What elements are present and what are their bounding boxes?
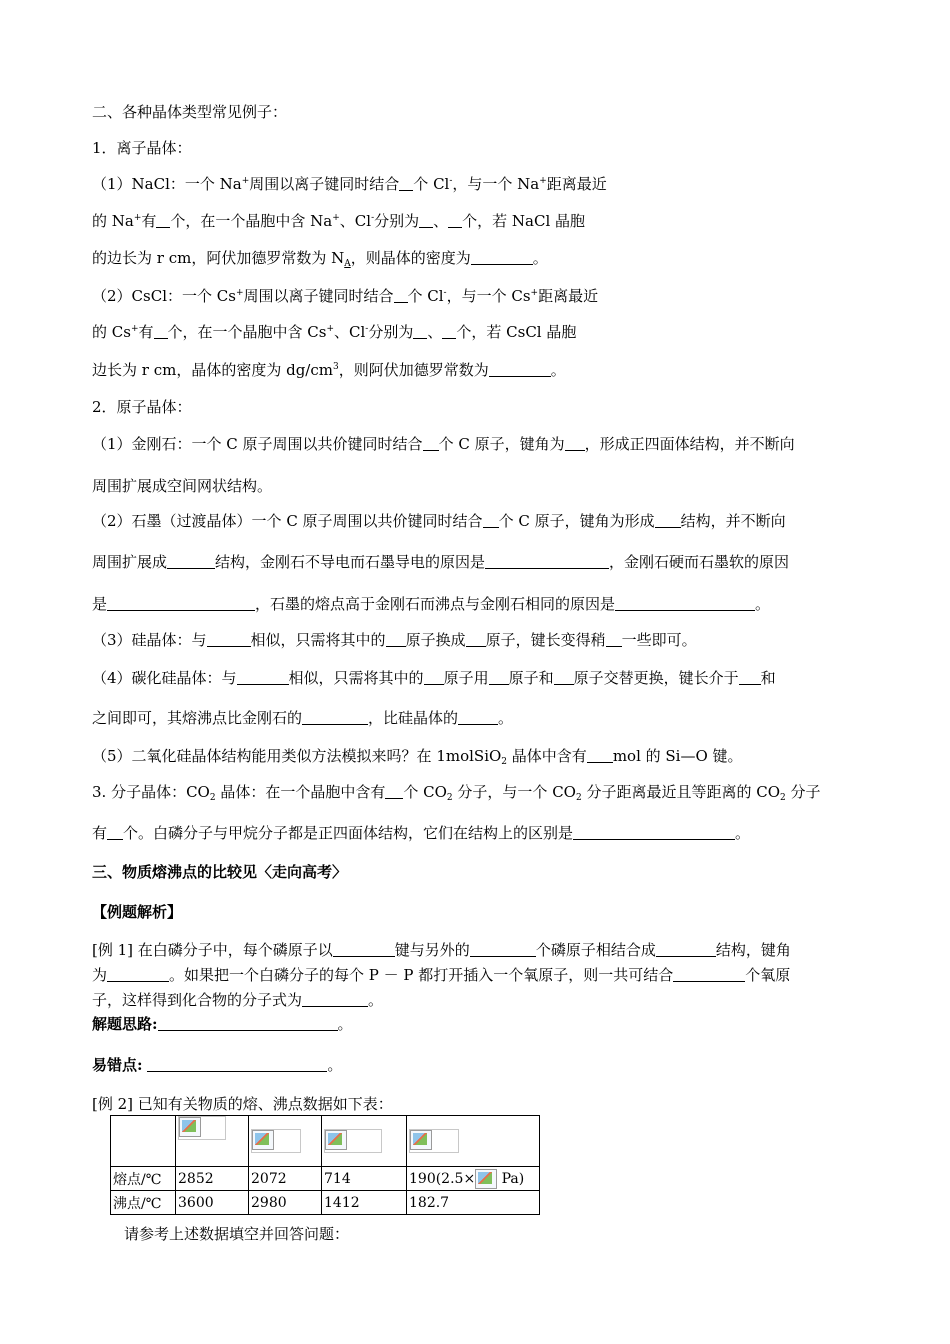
blank[interactable]: [154, 323, 168, 339]
blank[interactable]: [107, 824, 123, 840]
blank[interactable]: [156, 212, 170, 228]
blank[interactable]: [655, 512, 681, 528]
blank[interactable]: [107, 595, 255, 611]
blank[interactable]: [448, 212, 462, 228]
table-cell: 2852: [176, 1167, 249, 1191]
blank[interactable]: [167, 553, 215, 569]
blank[interactable]: [442, 323, 456, 339]
nacl-line-2: 的 Na+有 个，在一个晶胞中含 Na+、Cl-分别为 、 个，若 NaCl 晶胞: [92, 212, 586, 230]
section-3-title: 三、物质熔沸点的比较见〈走向高考〉: [92, 863, 348, 881]
error-prone-line: 易错点: 。: [92, 1056, 343, 1074]
blank[interactable]: [419, 212, 433, 228]
table-cell: 2072: [249, 1167, 322, 1191]
sic-line-1: （4）碳化硅晶体：与 相似，只需将其中的 原子用 原子和 原子交替更换，键长介于 和: [92, 669, 776, 687]
example-2-instruction: 请参考上述数据填空并回答问题：: [124, 1225, 350, 1243]
cscl-line-2: 的 Cs+有 个，在一个晶胞中含 Cs+、Cl-分别为 、 个，若 CsCl 晶胞: [92, 323, 577, 341]
blank[interactable]: [739, 669, 761, 685]
blank[interactable]: [458, 709, 498, 725]
blank[interactable]: [413, 323, 427, 339]
blank[interactable]: [587, 747, 613, 763]
broken-image-icon: [252, 1130, 274, 1150]
broken-image-icon: [325, 1130, 347, 1150]
molecular-line-2: 有 个。白磷分子与甲烷分子都是正四面体结构，它们在结构上的区别是 。: [92, 824, 751, 842]
blank[interactable]: [423, 435, 439, 451]
solution-idea-line: 解题思路: 。: [92, 1015, 353, 1033]
table-cell: 190(2.5× Pa): [407, 1167, 540, 1191]
blank[interactable]: [489, 669, 509, 685]
table-cell: 3600: [176, 1191, 249, 1215]
blank[interactable]: [485, 553, 609, 569]
molecular-line-1: 3. 分子晶体：$CO_2$ 晶体：在一个晶胞中含有 个 $CO_2$ 分子，与一个 $CO_2$ 分子距离最近且等距离的 $CO_2$ 分子: [92, 783, 821, 803]
blank[interactable]: [424, 669, 444, 685]
broken-image-icon: [410, 1130, 432, 1150]
cscl-line-1: （2）CsCl：一个 Cs+周围以离子键同时结合 个 Cl-，与一个 Cs+距离最近: [92, 287, 599, 305]
blank[interactable]: [158, 1015, 338, 1031]
example-2-intro: [例 2] 已知有关物质的熔、沸点数据如下表：: [92, 1095, 393, 1113]
blank[interactable]: [471, 249, 533, 265]
table-cell: 182.7: [407, 1191, 540, 1215]
table-row: [111, 1167, 540, 1191]
ionic-crystal-heading: 1．离子晶体：: [92, 139, 192, 157]
diamond-line-2: 周围扩展成空间网状结构。: [92, 477, 273, 495]
blank[interactable]: [656, 941, 716, 957]
graphite-line-3: 是 ，石墨的熔点高于金刚石而沸点与金刚石相同的原因是 。: [92, 595, 771, 613]
diamond-line-1: （1）金刚石：一个 C 原子周围以共价键同时结合 个 C 原子，键角为 ，形成正四面体结构，并不断向: [92, 435, 795, 453]
table-header-cell: [176, 1116, 249, 1167]
blank[interactable]: [333, 941, 395, 957]
blank[interactable]: [573, 824, 735, 840]
graphite-line-1: （2）石墨（过渡晶体）一个 C 原子周围以共价键同时结合 个 C 原子，键角为形成 结构，并不断向: [92, 512, 786, 530]
silicon-crystal-line: （3）硅晶体：与 相似，只需将其中的 原子换成 原子，键长变得稍 一些即可。: [92, 631, 697, 649]
blank[interactable]: [394, 287, 408, 303]
row-label: 沸点/℃: [111, 1191, 176, 1215]
table-row: [111, 1191, 540, 1215]
example-1-line-3: 子，这样得到化合物的分子式为 。: [92, 991, 384, 1009]
nacl-line-1: （1）NaCl：一个 Na+周围以离子键同时结合 个 Cl-，与一个 Na+距离最近: [92, 175, 607, 193]
example-analysis-title: 【例题解析】: [92, 903, 183, 921]
cscl-line-3: 边长为 r cm，晶体的密度为 $dg/cm^3$，则阿伏加德罗常数为 。: [92, 361, 566, 379]
example-1-line-2: 为 。如果把一个白磷分子的每个 P － P 都打开插入一个氧原子，则一共可结合 个氧原: [92, 966, 791, 984]
nacl-line-3: 的边长为 r cm，阿伏加德罗常数为 $N_A$，则晶体的密度为 。: [92, 249, 548, 269]
graphite-line-2: 周围扩展成 结构，金刚石不导电而石墨导电的原因是 ，金刚石硬而石墨软的原因: [92, 553, 790, 571]
blank[interactable]: [615, 595, 755, 611]
blank[interactable]: [302, 709, 368, 725]
blank[interactable]: [237, 669, 289, 685]
blank[interactable]: [385, 783, 403, 799]
table-header-cell: [322, 1116, 407, 1167]
sio2-line: （5）二氧化硅晶体结构能用类似方法模拟来吗？在 1molSiO$_2$ 晶体中含有 mol 的 Si—O 键。: [92, 747, 743, 767]
blank[interactable]: [470, 941, 536, 957]
table-header-cell: [407, 1116, 540, 1167]
table-corner-cell: [111, 1116, 176, 1167]
broken-image-icon: [179, 1117, 201, 1137]
blank[interactable]: [565, 435, 585, 451]
blank[interactable]: [107, 966, 169, 982]
blank[interactable]: [207, 631, 251, 647]
blank[interactable]: [489, 361, 551, 377]
section-2-title: 二、各种晶体类型常见例子：: [92, 103, 288, 121]
example-1-line-1: [例 1] 在白磷分子中，每个磷原子以 键与另外的 个磷原子相结合成 结构，键角: [92, 941, 791, 959]
table-cell: 2980: [249, 1191, 322, 1215]
blank[interactable]: [147, 1056, 327, 1072]
blank[interactable]: [399, 175, 413, 191]
blank[interactable]: [606, 631, 622, 647]
atomic-crystal-heading: 2．原子晶体：: [92, 398, 192, 416]
blank[interactable]: [302, 991, 368, 1007]
blank[interactable]: [673, 966, 745, 982]
table-cell: 1412: [322, 1191, 407, 1215]
blank[interactable]: [386, 631, 406, 647]
table-header-row: [111, 1116, 540, 1167]
sic-line-2: 之间即可，其熔沸点比金刚石的 ，比硅晶体的 。: [92, 709, 514, 727]
data-table: [110, 1115, 540, 1215]
broken-image-icon: [475, 1169, 497, 1189]
table-header-cell: [249, 1116, 322, 1167]
blank[interactable]: [483, 512, 499, 528]
table-cell: 714: [322, 1167, 407, 1191]
row-label: 熔点/℃: [111, 1167, 176, 1191]
blank[interactable]: [466, 631, 486, 647]
blank[interactable]: [554, 669, 574, 685]
